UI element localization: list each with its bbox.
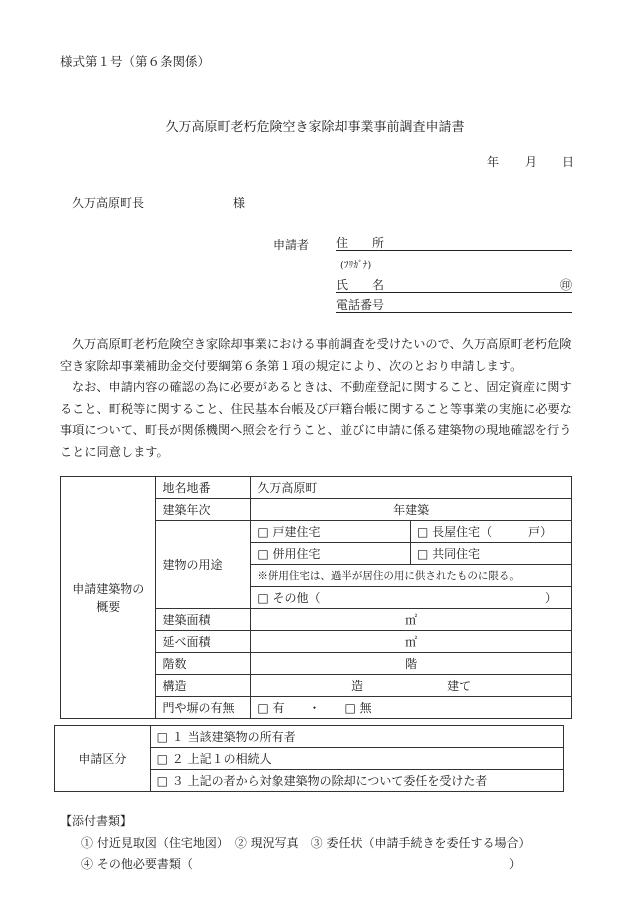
use-mixed-checkbox[interactable]: □ 併用住宅 [251, 543, 411, 565]
floors-value[interactable]: 階 [251, 653, 572, 675]
addressee-name: 久万高原町長 [72, 196, 145, 210]
use-label: 建物の用途 [156, 521, 251, 609]
date-year: 年 [487, 155, 500, 169]
area-label: 建築面積 [156, 609, 251, 631]
applicant-label: 申請者 [273, 238, 310, 252]
paragraph-consent: なお、申請内容の確認の為に必要があるときは、不動産登記に関すること、固定資産に関すること、町税等に関すること、住民基本台帳及び戸籍台帳に関すること等事業の実施に必要な事項について、町長が関係機関へ照会を行うこと、並びに申請に係る建築物の現地確認を行うことに同意します。 [60, 380, 572, 459]
address-field[interactable] [336, 234, 572, 251]
name-field[interactable] [336, 276, 572, 293]
use-other-label: □ その他（ [257, 591, 321, 605]
paragraph-request: 久万高原町老朽危険空き家除却事業における事前調査を受けたいので、久万高原町老朽危険空き家除却事業補助金交付要綱第６条第１項の規定により、次のとおり申請します。 [60, 337, 572, 373]
year-label: 建築年次 [156, 499, 251, 521]
use-other-checkbox[interactable] [251, 587, 572, 609]
page-title: 久万高原町老朽危険空き家除却事業事前調査申請書 [165, 120, 465, 135]
use-shared-checkbox[interactable]: □ 共同住宅 [411, 543, 572, 565]
building-table [60, 476, 572, 719]
gate-checkboxes[interactable]: □ 有 ・ □ 無 [251, 697, 572, 719]
structure-value[interactable]: 造 建て [251, 675, 572, 697]
use-row-house-checkbox[interactable]: □ 長屋住宅（ 戸） [411, 521, 572, 543]
phone-field[interactable] [336, 296, 572, 313]
category-option-owner[interactable]: □ １ 当該建築物の所有者 [150, 726, 563, 748]
gate-label: 門や塀の有無 [156, 697, 251, 719]
use-other-close: ） [544, 591, 557, 605]
addressee-honorific: 様 [233, 196, 246, 210]
seal-mark: ㊞ [559, 278, 572, 292]
year-value[interactable]: 年建築 [251, 499, 572, 521]
category-label: 申請区分 [55, 726, 151, 792]
location-label: 地名地番 [156, 477, 251, 499]
form-label: 様式第１号（第６条関係） [60, 54, 211, 69]
furigana-label: (ﾌﾘｶﾞﾅ) [340, 260, 372, 271]
date-month: 月 [525, 155, 538, 169]
address-label: 住 所 [336, 236, 385, 250]
category-table [54, 725, 564, 792]
date-day: 日 [562, 155, 575, 169]
floor-area-label: 延べ面積 [156, 631, 251, 653]
attachments-heading: 【添付書類】 [60, 814, 133, 828]
attachments-line-1: ① 付近見取図（住宅地図） ② 現況写真 ③ 委任状（申請手続きを委任する場合） [81, 836, 531, 850]
category-option-heir[interactable]: □ ２ 上記１の相続人 [150, 748, 563, 770]
use-note: ※併用住宅は、過半が居住の用に供されたものに限る。 [251, 565, 572, 587]
floor-area-value[interactable]: ㎡ [251, 631, 572, 653]
building-overview-header: 申請建築物の概要 [61, 477, 156, 719]
category-option-delegate[interactable]: □ ３ 上記の者から対象建築物の除却について委任を受けた者 [150, 770, 563, 792]
attachments-line-2: ④ その他必要書類（ [81, 857, 193, 871]
attachments-line-2-close: ） [509, 857, 522, 871]
structure-label: 構造 [156, 675, 251, 697]
area-value[interactable]: ㎡ [251, 609, 572, 631]
phone-label: 電話番号 [336, 298, 385, 312]
use-detached-checkbox[interactable]: □ 戸建住宅 [251, 521, 411, 543]
name-label: 氏 名 [336, 278, 385, 292]
location-value[interactable]: 久万高原町 [251, 477, 572, 499]
floors-label: 階数 [156, 653, 251, 675]
